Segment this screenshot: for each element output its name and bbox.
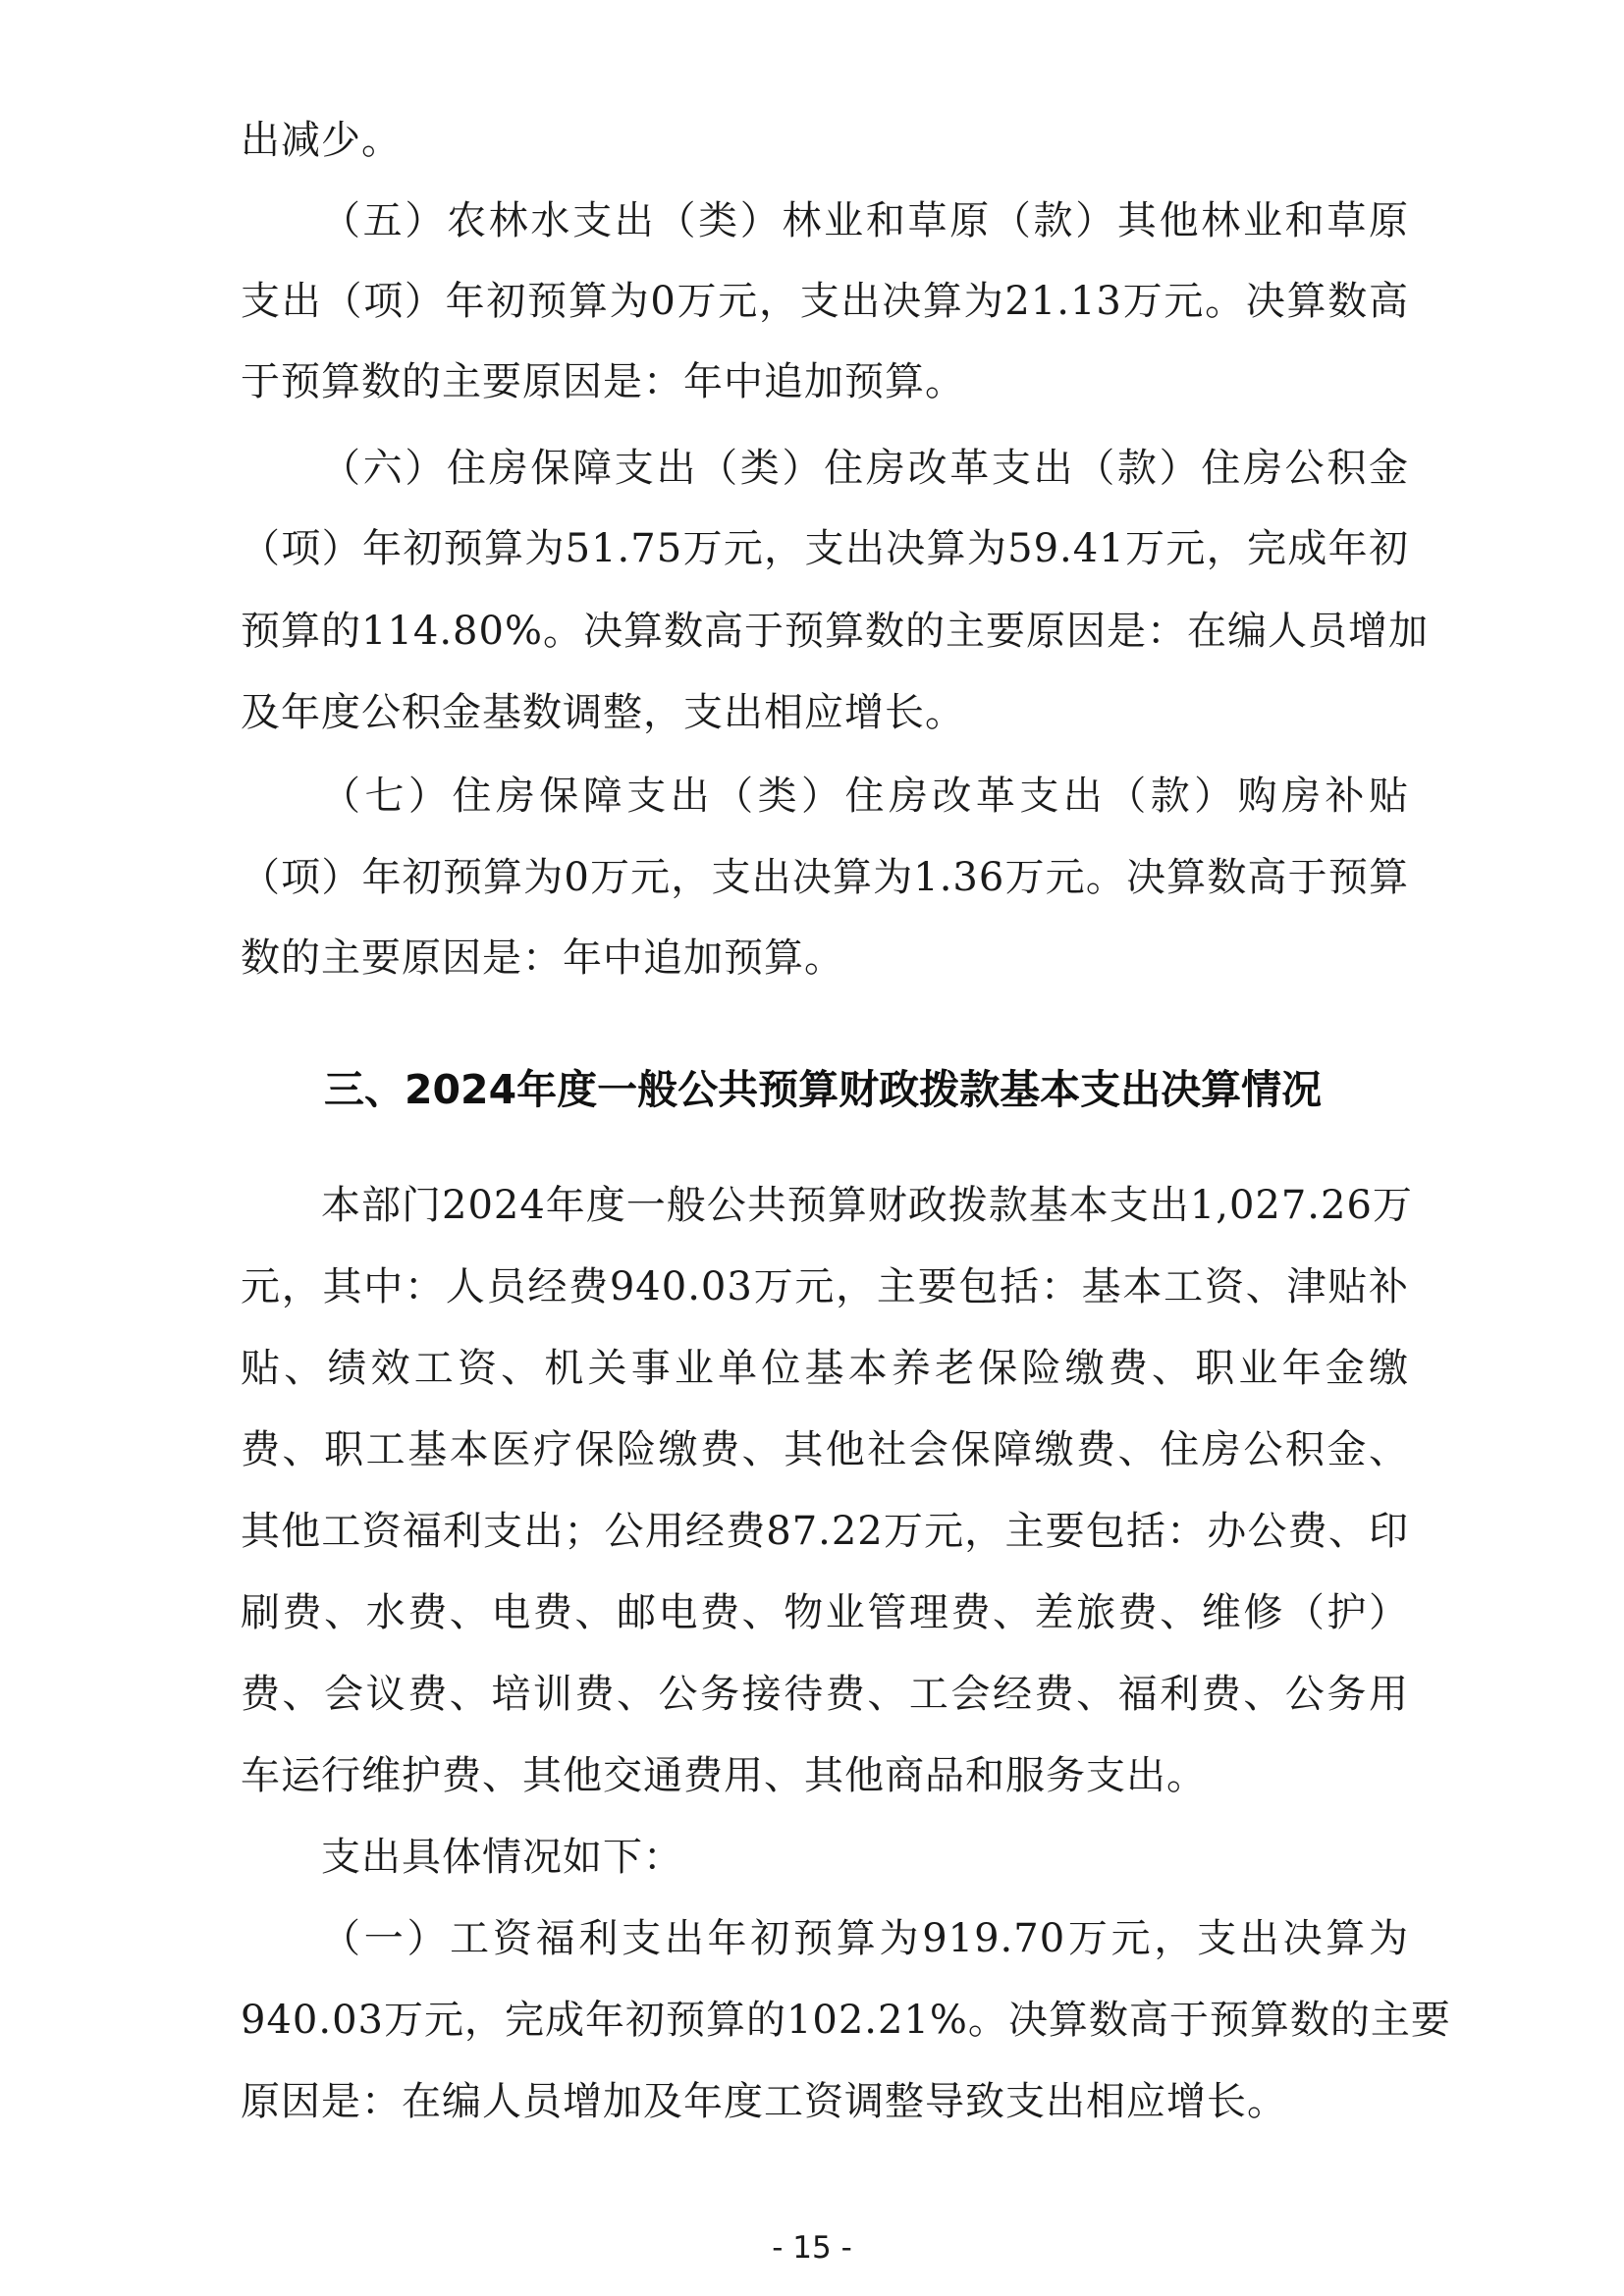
paragraph-line: 支出（项）年初预算为0万元，支出决算为21.13万元。决算数高 [241, 279, 1409, 324]
paragraph-line: （六）住房保障支出（类）住房改革支出（款）住房公积金 [321, 446, 1409, 491]
paragraph-line: 费、职工基本医疗保险缴费、其他社会保障缴费、住房公积金、 [241, 1427, 1409, 1472]
paragraph-line: 支出具体情况如下： [321, 1835, 683, 1880]
paragraph-line: （五）农林水支出（类）林业和草原（款）其他林业和草原 [321, 198, 1409, 243]
paragraph-line: 于预算数的主要原因是：年中追加预算。 [241, 359, 965, 404]
paragraph-line: 刷费、水费、电费、邮电费、物业管理费、差旅费、维修（护） [241, 1590, 1409, 1635]
paragraph-line: 元，其中：人员经费940.03万元，主要包括：基本工资、津贴补 [241, 1264, 1409, 1309]
paragraph-line: （一）工资福利支出年初预算为919.70万元，支出决算为 [321, 1916, 1409, 1961]
paragraph-line: 费、会议费、培训费、公务接待费、工会经费、福利费、公务用 [241, 1672, 1409, 1717]
section-heading: 三、2024年度一般公共预算财政拨款基本支出决算情况 [324, 1066, 1323, 1113]
paragraph-line: 本部门2024年度一般公共预算财政拨款基本支出1,027.26万 [321, 1183, 1413, 1228]
paragraph-line: 数的主要原因是：年中追加预算。 [241, 935, 844, 981]
paragraph-line: 原因是：在编人员增加及年度工资调整导致支出相应增长。 [241, 2079, 1287, 2124]
paragraph-line: 940.03万元，完成年初预算的102.21%。决算数高于预算数的主要 [241, 1998, 1451, 2043]
paragraph-line: 车运行维护费、其他交通费用、其他商品和服务支出。 [241, 1753, 1207, 1798]
paragraph-line: 其他工资福利支出；公用经费87.22万元，主要包括：办公费、印 [241, 1509, 1409, 1554]
paragraph-line: 预算的114.80%。决算数高于预算数的主要原因是：在编人员增加 [241, 609, 1429, 654]
paragraph-line: （项）年初预算为51.75万元，支出决算为59.41万元，完成年初 [241, 526, 1409, 571]
page-number: - 15 - [772, 2230, 852, 2266]
paragraph-line: （七）住房保障支出（类）住房改革支出（款）购房补贴 [321, 774, 1409, 819]
paragraph-line: 出减少。 [241, 118, 402, 163]
paragraph-line: 贴、绩效工资、机关事业单位基本养老保险缴费、职业年金缴 [241, 1346, 1409, 1391]
paragraph-line: （项）年初预算为0万元，支出决算为1.36万元。决算数高于预算 [241, 855, 1409, 900]
paragraph-line: 及年度公积金基数调整，支出相应增长。 [241, 690, 965, 735]
